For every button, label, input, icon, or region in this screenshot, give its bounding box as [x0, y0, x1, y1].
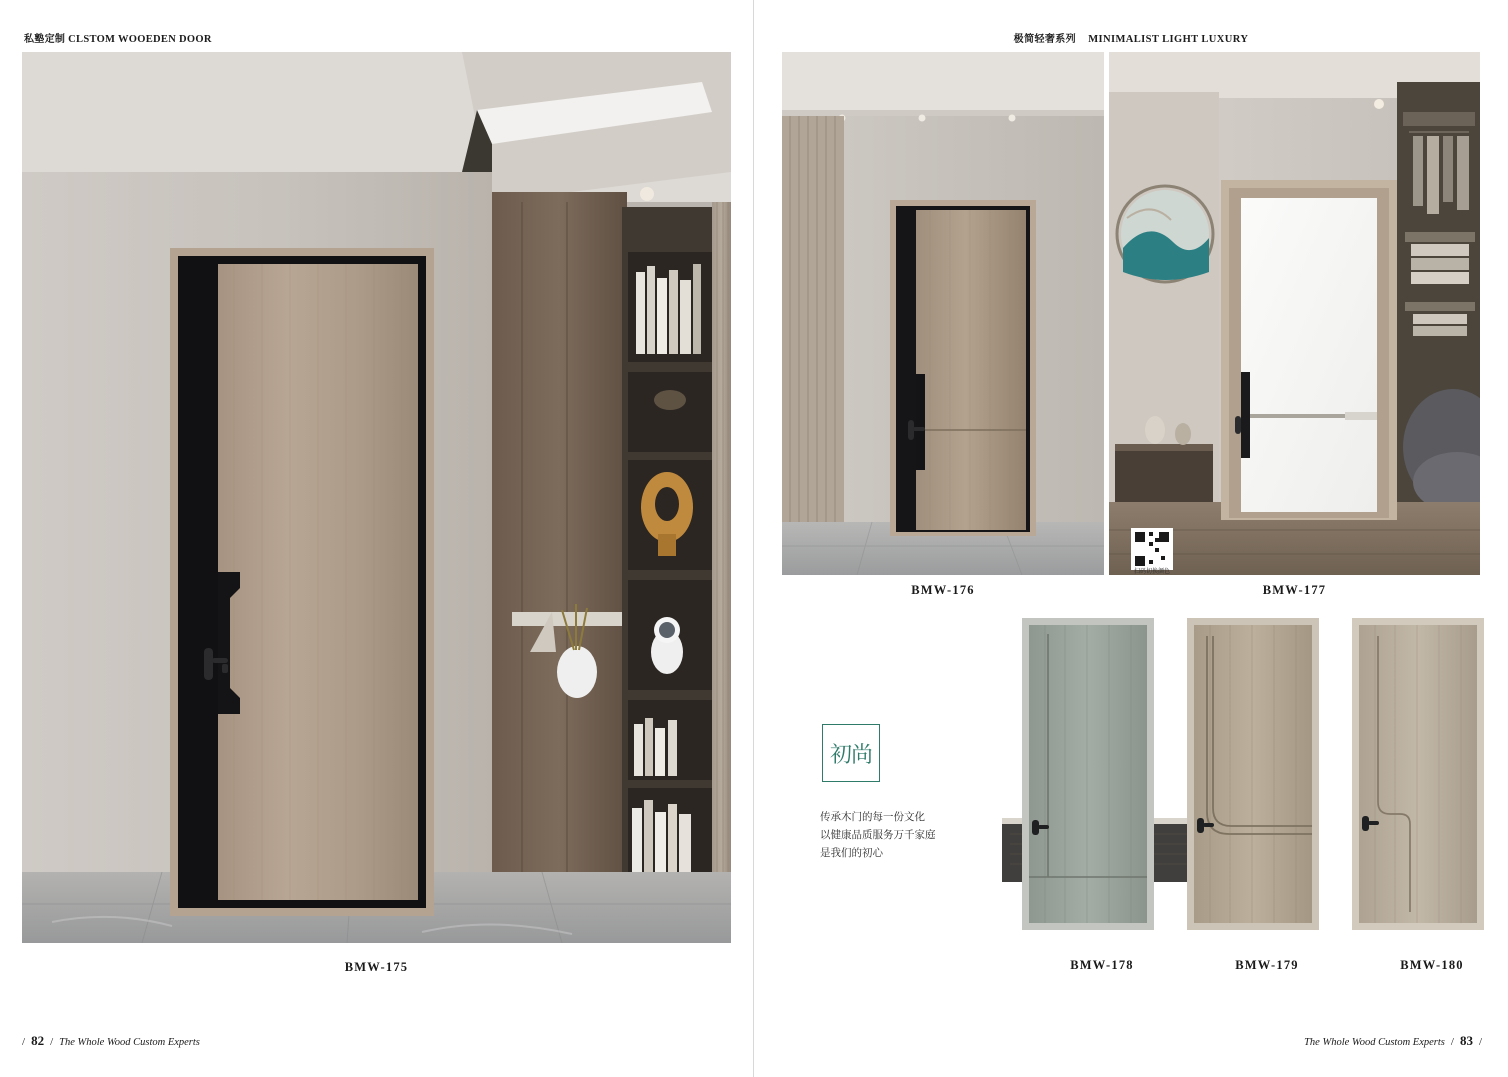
footer-slash-left: /	[22, 1036, 26, 1048]
left-header-en: CLSTOM WOOEDEN DOOR	[68, 34, 212, 45]
left-header-cn: 私塾定制	[24, 34, 66, 45]
footer-text-right: The Whole Wood Custom Experts	[1304, 1037, 1445, 1048]
door-variant-strip	[1002, 612, 1508, 952]
page-number-right: 83	[1459, 1033, 1473, 1048]
lower-showcase-block	[754, 612, 1508, 992]
footer-slash-right: /	[50, 1036, 54, 1048]
brand-logo-icon	[822, 724, 880, 782]
brand-logo-text: 初尚	[829, 742, 872, 768]
main-product-photo	[22, 52, 731, 943]
footer-slash-left-right: /	[1450, 1036, 1454, 1048]
tagline-line-1: 传承木门的每一份文化	[820, 811, 925, 823]
left-page-header	[24, 30, 212, 45]
footer-text-left: The Whole Wood Custom Experts	[59, 1037, 200, 1048]
page-number-left: 82	[31, 1033, 45, 1048]
caption-bmw-177: BMW-177	[1262, 583, 1327, 597]
right-page	[754, 0, 1508, 1077]
product-photo-bmw-176	[782, 52, 1104, 575]
tagline-line-2: 以健康品质服务万千家庭	[820, 829, 936, 841]
caption-bmw-176: BMW-176	[911, 583, 975, 597]
right-page-footer	[1304, 1033, 1482, 1049]
caption-bmw-175: BMW-175	[344, 960, 409, 974]
tagline-line-3: 是我们的初心	[820, 847, 883, 859]
right-header-en: MINIMALIST LIGHT LUXURY	[1088, 34, 1249, 45]
brand-tagline	[820, 808, 936, 862]
caption-bmw-179: BMW-179	[1235, 958, 1299, 972]
right-header-cn: 极简轻奢系列	[1013, 34, 1077, 45]
caption-bmw-178: BMW-178	[1070, 958, 1134, 972]
left-page	[0, 0, 753, 1077]
svg-text:扫码切换颜色: 扫码切换颜色	[1133, 568, 1171, 575]
footer-slash-right-right: /	[1478, 1036, 1482, 1048]
product-photo-bmw-177	[1109, 52, 1480, 575]
left-page-footer	[22, 1033, 200, 1049]
caption-bmw-180: BMW-180	[1400, 958, 1464, 972]
right-page-header	[754, 30, 1508, 45]
